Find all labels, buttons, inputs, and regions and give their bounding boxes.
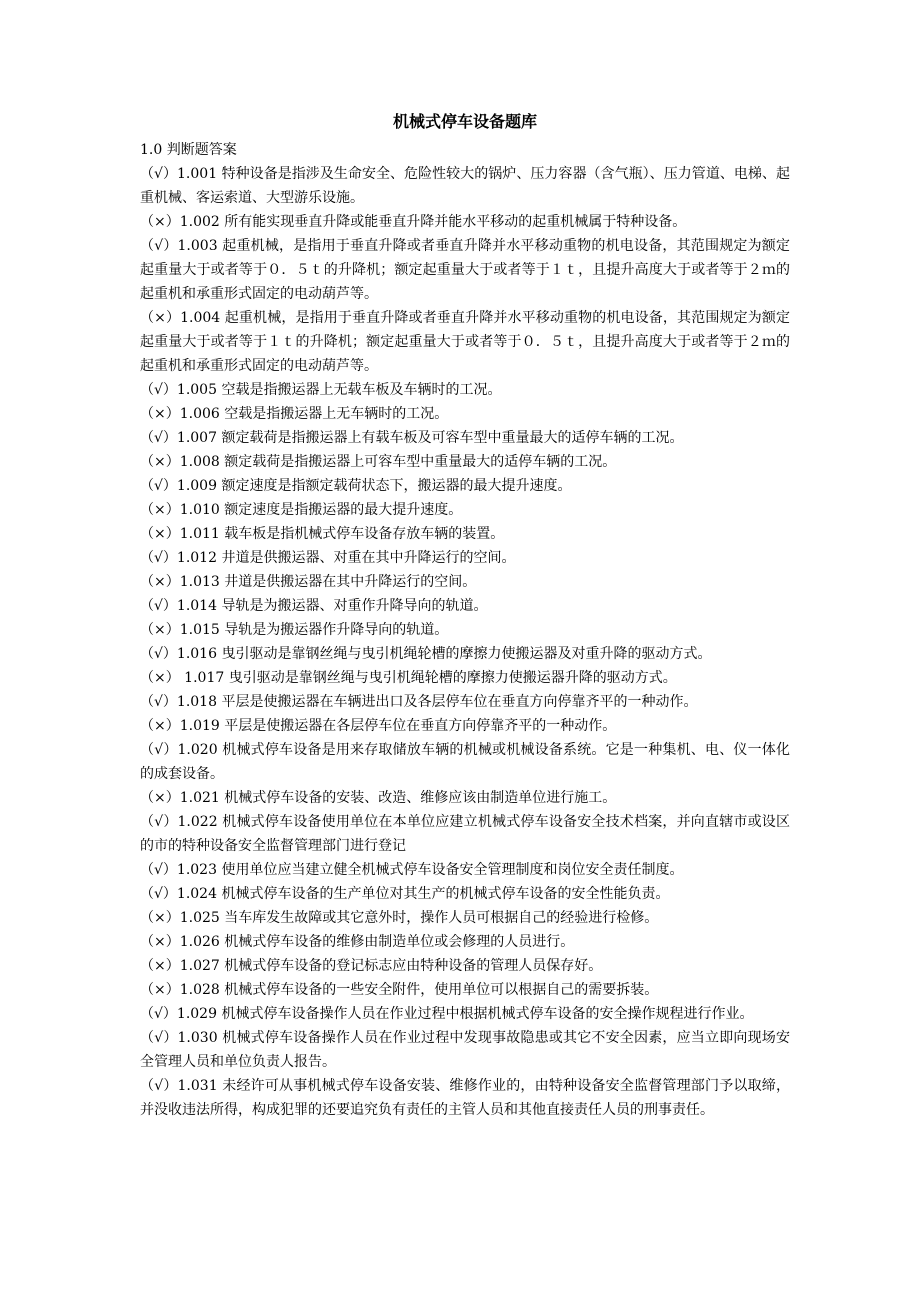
question-item: （√）1.022 机械式停车设备使用单位在本单位应建立机械式停车设备安全技术档案，并向直辖市或设区的市的特种设备安全监督管理部门进行登记	[140, 814, 790, 854]
question-item: （×）1.027 机械式停车设备的登记标志应由特种设备的管理人员保存好。	[140, 958, 603, 974]
document-title: 机械式停车设备题库	[392, 112, 537, 131]
section-heading: 1.0 判断题答案	[140, 142, 237, 158]
question-item: （√）1.016 曳引驱动是靠钢丝绳与曳引机绳轮槽的摩擦力使搬运器及对重升降的驱动方式。	[140, 646, 712, 662]
question-item: （×）1.015 导轨是为搬运器作升降导向的轨道。	[140, 622, 449, 638]
question-item: （√）1.023 使用单位应当建立健全机械式停车设备安全管理制度和岗位安全责任制度。	[140, 862, 684, 878]
question-item: （×）1.004 起重机械，是指用于垂直升降或者垂直升降并水平移动重物的机电设备，其范围规定为额定起重量大于或者等于１ｔ的升降机；额定起重量大于或者等于０．５ｔ，且提升高度大于或者等于２ｍ的起重机和承重形式固定的电动葫芦等。	[140, 310, 790, 374]
question-item: （√）1.030 机械式停车设备操作人员在作业过程中发现事故隐患或其它不安全因素，应当立即向现场安全管理人员和单位负责人报告。	[140, 1030, 790, 1070]
question-item: （×）1.019 平层是使搬运器在各层停车位在垂直方向停靠齐平的一种动作。	[140, 718, 617, 734]
question-list	[140, 162, 790, 1122]
question-item: （×）1.026 机械式停车设备的维修由制造单位或会修理的人员进行。	[140, 934, 575, 950]
question-item: （√）1.005 空载是指搬运器上无载车板及车辆时的工况。	[140, 382, 502, 398]
question-item: （√）1.001 特种设备是指涉及生命安全、危险性较大的锅炉、压力容器（含气瓶）、压力管道、电梯、起重机械、客运索道、大型游乐设施。	[140, 166, 790, 206]
question-item: （×）1.025 当车库发生故障或其它意外时，操作人员可根据自己的经验进行检修。	[140, 910, 659, 926]
question-item: （√）1.009 额定速度是指额定载荷状态下，搬运器的最大提升速度。	[140, 478, 572, 494]
question-item: （×）1.002 所有能实现垂直升降或能垂直升降并能水平移动的起重机械属于特种设备。	[140, 214, 687, 230]
question-item: （√）1.031 未经许可从事机械式停车设备安装、维修作业的，由特种设备安全监督管理部门予以取缔，并没收违法所得，构成犯罪的还要追究负有责任的主管人员和其他直接责任人员的刑事责任。	[140, 1078, 790, 1118]
question-item: （√）1.003 起重机械，是指用于垂直升降或者垂直升降并水平移动重物的机电设备，其范围规定为额定起重量大于或者等于０．５ｔ的升降机；额定起重量大于或者等于１ｔ，且提升高度大于或者等于２ｍ的起重机和承重形式固定的电动葫芦等。	[140, 238, 790, 302]
question-item: （×）1.010 额定速度是指搬运器的最大提升速度。	[140, 502, 463, 518]
question-item: （√）1.007 额定载荷是指搬运器上有载车板及可容车型中重量最大的适停车辆的工况。	[140, 430, 684, 446]
question-item: （√）1.024 机械式停车设备的生产单位对其生产的机械式停车设备的安全性能负责。	[140, 886, 670, 902]
question-item: （×）1.008 额定载荷是指搬运器上可容车型中重量最大的适停车辆的工况。	[140, 454, 617, 470]
question-item: （×）1.021 机械式停车设备的安装、改造、维修应该由制造单位进行施工。	[140, 790, 617, 806]
question-item: （×）1.013 井道是供搬运器在其中升降运行的空间。	[140, 574, 477, 590]
question-item: （×）1.006 空载是指搬运器上无车辆时的工况。	[140, 406, 449, 422]
question-item: （√）1.020 机械式停车设备是用来存取储放车辆的机械或机械设备系统。它是一种集机、电、仪一体化的成套设备。	[140, 742, 790, 782]
question-item: （√）1.014 导轨是为搬运器、对重作升降导向的轨道。	[140, 598, 488, 614]
question-item: （×）1.011 载车板是指机械式停车设备存放车辆的装置。	[140, 526, 505, 542]
question-item: （√）1.029 机械式停车设备操作人员在作业过程中根据机械式停车设备的安全操作规程进行作业。	[140, 1006, 754, 1022]
document-page	[140, 110, 790, 1122]
question-item: （×）1.028 机械式停车设备的一些安全附件，使用单位可以根据自己的需要拆装。	[140, 982, 659, 998]
question-item: （×） 1.017 曳引驱动是靠钢丝绳与曳引机绳轮槽的摩擦力使搬运器升降的驱动方式。	[140, 670, 677, 686]
question-item: （√）1.018 平层是使搬运器在车辆进出口及各层停车位在垂直方向停靠齐平的一种动作。	[140, 694, 698, 710]
question-item: （√）1.012 井道是供搬运器、对重在其中升降运行的空间。	[140, 550, 516, 566]
